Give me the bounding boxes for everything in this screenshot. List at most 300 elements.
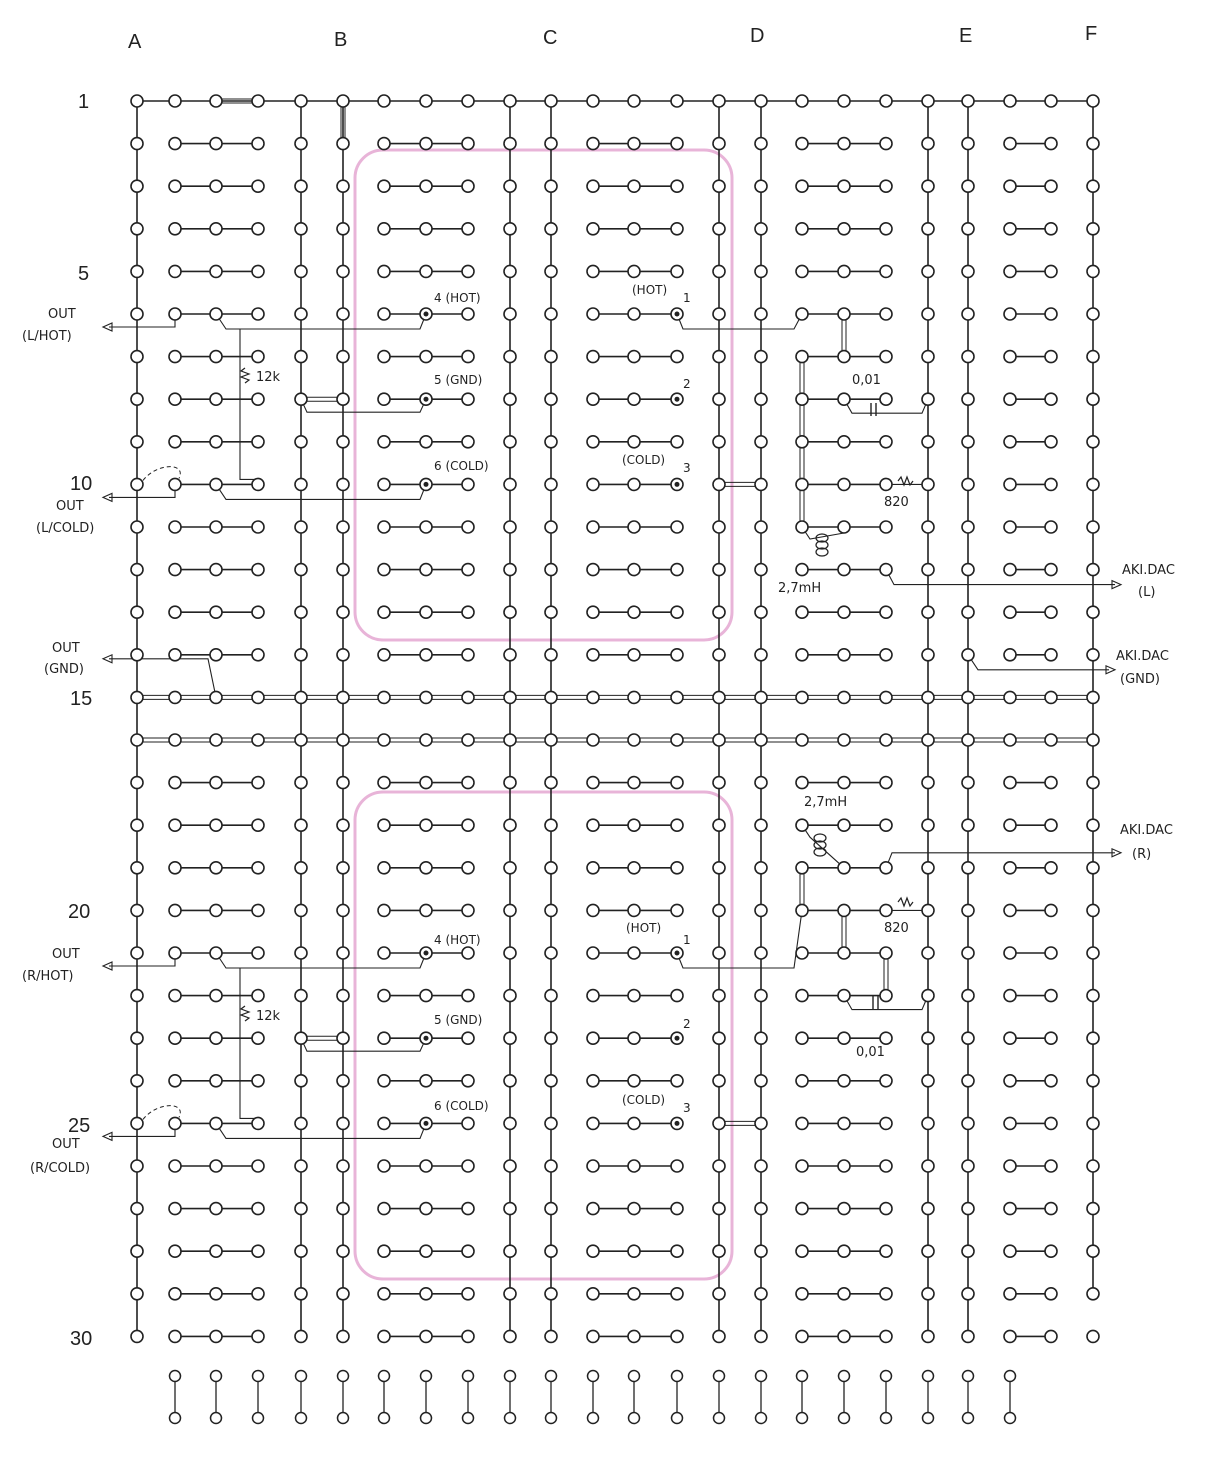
solder-hole	[295, 180, 307, 192]
ic-pin-dot	[675, 1036, 680, 1041]
solder-hole	[922, 1203, 934, 1215]
solder-hole	[210, 223, 222, 235]
solder-hole	[880, 649, 892, 661]
capacitor-symbol-top	[871, 403, 876, 416]
pin-3-label-top: 3	[683, 461, 691, 475]
solder-hole	[378, 947, 390, 959]
solder-hole	[962, 862, 974, 874]
solder-hole	[880, 1032, 892, 1044]
solder-hole	[962, 521, 974, 533]
solder-hole	[880, 606, 892, 618]
solder-hole	[755, 862, 767, 874]
solder-hole	[628, 947, 640, 959]
solder-hole	[713, 351, 725, 363]
resistor-12k-label-top: 12k	[256, 370, 281, 385]
solder-hole	[169, 223, 181, 235]
solder-hole	[252, 947, 264, 959]
header-pin	[756, 1413, 767, 1424]
solder-hole	[1004, 308, 1016, 320]
solder-hole	[587, 95, 599, 107]
solder-hole	[504, 223, 516, 235]
solder-hole	[545, 138, 557, 150]
solder-hole	[1045, 265, 1057, 277]
solder-hole	[755, 1160, 767, 1172]
solder-hole	[1045, 351, 1057, 363]
solder-hole	[252, 1330, 264, 1342]
solder-hole	[755, 649, 767, 661]
solder-hole	[462, 606, 474, 618]
solder-hole	[1045, 95, 1057, 107]
solder-hole	[713, 1245, 725, 1257]
solder-hole	[295, 1330, 307, 1342]
solder-hole	[922, 904, 934, 916]
solder-hole	[337, 95, 349, 107]
solder-hole	[169, 990, 181, 1002]
solder-hole	[169, 777, 181, 789]
solder-hole	[880, 308, 892, 320]
solder-hole	[962, 1160, 974, 1172]
solder-hole	[838, 521, 850, 533]
solder-hole	[545, 265, 557, 277]
solder-hole	[922, 393, 934, 405]
solder-hole	[504, 180, 516, 192]
resistor-12k-symbol-top	[241, 368, 249, 383]
solder-hole	[210, 265, 222, 277]
header-pin	[588, 1413, 599, 1424]
solder-hole	[755, 1203, 767, 1215]
solder-hole	[378, 1032, 390, 1044]
solder-hole	[962, 138, 974, 150]
solder-hole	[838, 734, 850, 746]
solder-hole	[252, 606, 264, 618]
solder-hole	[462, 1075, 474, 1087]
solder-hole	[462, 1245, 474, 1257]
solder-hole	[295, 436, 307, 448]
solder-hole	[210, 990, 222, 1002]
solder-hole	[922, 95, 934, 107]
solder-hole	[838, 862, 850, 874]
solder-hole	[922, 308, 934, 320]
solder-hole	[210, 1117, 222, 1129]
solder-hole	[587, 1117, 599, 1129]
solder-hole	[838, 1075, 850, 1087]
solder-hole	[378, 138, 390, 150]
solder-hole	[1045, 1330, 1057, 1342]
solder-hole	[252, 265, 264, 277]
solder-hole	[628, 734, 640, 746]
solder-hole	[713, 223, 725, 235]
solder-hole	[1045, 1117, 1057, 1129]
solder-hole	[1087, 990, 1099, 1002]
solder-hole	[295, 990, 307, 1002]
solder-hole	[628, 1330, 640, 1342]
solder-hole	[880, 904, 892, 916]
solder-hole	[210, 819, 222, 831]
solder-holes	[131, 95, 1099, 1342]
solder-hole	[755, 1288, 767, 1300]
solder-hole	[504, 1203, 516, 1215]
solder-hole	[378, 521, 390, 533]
resistor-820-symbol-top	[898, 477, 913, 485]
solder-hole	[1045, 819, 1057, 831]
solder-hole	[210, 138, 222, 150]
solder-hole	[796, 521, 808, 533]
solder-hole	[295, 904, 307, 916]
solder-hole	[671, 180, 683, 192]
pin4-wire-top	[216, 314, 426, 329]
solder-hole	[295, 564, 307, 576]
solder-hole	[628, 223, 640, 235]
solder-hole	[671, 1075, 683, 1087]
solder-hole	[838, 223, 850, 235]
solder-hole	[131, 478, 143, 490]
solder-hole	[1087, 606, 1099, 618]
solder-hole	[1087, 1330, 1099, 1342]
solder-hole	[922, 862, 934, 874]
solder-hole	[504, 1330, 516, 1342]
header-pin	[714, 1371, 725, 1382]
solder-hole	[1004, 436, 1016, 448]
solder-hole	[587, 1032, 599, 1044]
solder-hole	[1045, 862, 1057, 874]
solder-hole	[796, 904, 808, 916]
solder-hole	[755, 95, 767, 107]
solder-hole	[131, 1075, 143, 1087]
solder-hole	[755, 947, 767, 959]
solder-hole	[462, 351, 474, 363]
solder-hole	[420, 223, 432, 235]
solder-hole	[880, 947, 892, 959]
header-pin	[797, 1371, 808, 1382]
solder-hole	[713, 478, 725, 490]
solder-hole	[838, 649, 850, 661]
header-pin	[421, 1371, 432, 1382]
pin-5-gnd-label-bottom: 5 (GND)	[434, 1013, 483, 1027]
solder-hole	[462, 308, 474, 320]
solder-hole	[1004, 138, 1016, 150]
out-gnd-label: OUT	[52, 641, 80, 656]
solder-hole	[169, 691, 181, 703]
solder-hole	[545, 521, 557, 533]
solder-hole	[1004, 1160, 1016, 1172]
solder-hole	[755, 138, 767, 150]
solder-hole	[962, 478, 974, 490]
solder-hole	[1087, 1075, 1099, 1087]
solder-hole	[295, 691, 307, 703]
out-l-cold-label: OUT	[56, 499, 84, 514]
solder-hole	[838, 564, 850, 576]
dac-gnd-label: AKI.DAC	[1116, 649, 1169, 664]
solder-hole	[210, 1288, 222, 1300]
solder-hole	[962, 649, 974, 661]
solder-hole	[462, 1117, 474, 1129]
solder-hole	[504, 1075, 516, 1087]
solder-hole	[587, 649, 599, 661]
solder-hole	[169, 819, 181, 831]
out-r-hot-sublabel: (R/HOT)	[22, 969, 74, 984]
solder-hole	[922, 777, 934, 789]
solder-hole	[796, 1032, 808, 1044]
pin-3-cold-tag-top: (COLD)	[622, 453, 666, 467]
solder-hole	[210, 947, 222, 959]
solder-hole	[462, 947, 474, 959]
solder-hole	[252, 436, 264, 448]
solder-hole	[1045, 564, 1057, 576]
solder-hole	[131, 1203, 143, 1215]
solder-hole	[838, 1117, 850, 1129]
solder-hole	[378, 1160, 390, 1172]
solder-hole	[1004, 606, 1016, 618]
solder-hole	[504, 308, 516, 320]
solder-hole	[796, 180, 808, 192]
solder-hole	[378, 606, 390, 618]
solder-hole	[796, 777, 808, 789]
solder-hole	[922, 947, 934, 959]
solder-hole	[671, 1288, 683, 1300]
solder-hole	[796, 1203, 808, 1215]
solder-hole	[378, 862, 390, 874]
solder-hole	[880, 95, 892, 107]
solder-hole	[504, 138, 516, 150]
header-pin	[546, 1371, 557, 1382]
solder-hole	[295, 95, 307, 107]
solder-hole	[462, 1032, 474, 1044]
solder-hole	[838, 904, 850, 916]
solder-hole	[1004, 521, 1016, 533]
solder-hole	[796, 1117, 808, 1129]
solder-hole	[962, 1245, 974, 1257]
solder-hole	[1087, 691, 1099, 703]
solder-hole	[462, 436, 474, 448]
ic-pin-dot	[675, 312, 680, 317]
solder-hole	[378, 734, 390, 746]
solder-hole	[378, 265, 390, 277]
solder-hole	[252, 180, 264, 192]
solder-hole	[131, 436, 143, 448]
solder-hole	[1087, 1117, 1099, 1129]
solder-hole	[252, 862, 264, 874]
solder-hole	[713, 308, 725, 320]
solder-hole	[755, 436, 767, 448]
solder-hole	[755, 1032, 767, 1044]
solder-hole	[587, 691, 599, 703]
solder-hole	[420, 1203, 432, 1215]
solder-hole	[462, 649, 474, 661]
solder-hole	[962, 436, 974, 448]
solder-hole	[880, 1075, 892, 1087]
solder-hole	[1045, 947, 1057, 959]
solder-hole	[1004, 1245, 1016, 1257]
solder-hole	[880, 564, 892, 576]
solder-hole	[210, 436, 222, 448]
solder-hole	[1087, 1288, 1099, 1300]
header-pin	[253, 1371, 264, 1382]
solder-hole	[462, 180, 474, 192]
solder-hole	[1045, 223, 1057, 235]
solder-hole	[838, 606, 850, 618]
solder-hole	[169, 1288, 181, 1300]
solder-hole	[1004, 819, 1016, 831]
solder-hole	[131, 138, 143, 150]
solder-hole	[169, 95, 181, 107]
solder-hole	[628, 1245, 640, 1257]
solder-hole	[420, 265, 432, 277]
solder-hole	[378, 478, 390, 490]
solder-hole	[337, 1160, 349, 1172]
resistor-820-label-top: 820	[884, 495, 909, 510]
solder-hole	[169, 1203, 181, 1215]
solder-hole	[378, 777, 390, 789]
solder-hole	[962, 265, 974, 277]
solder-hole	[210, 1203, 222, 1215]
solder-hole	[504, 691, 516, 703]
solder-hole	[713, 691, 725, 703]
solder-hole	[169, 564, 181, 576]
solder-hole	[378, 351, 390, 363]
solder-hole	[587, 436, 599, 448]
solder-hole	[462, 734, 474, 746]
dac-l-wire	[886, 570, 1115, 585]
solder-hole	[252, 223, 264, 235]
solder-hole	[131, 862, 143, 874]
solder-hole	[628, 564, 640, 576]
solder-hole	[504, 947, 516, 959]
solder-hole	[713, 138, 725, 150]
solder-hole	[504, 521, 516, 533]
solder-hole	[545, 1075, 557, 1087]
solder-hole	[1087, 947, 1099, 959]
solder-hole	[838, 990, 850, 1002]
solder-hole	[1045, 606, 1057, 618]
solder-hole	[1087, 393, 1099, 405]
solder-hole	[880, 138, 892, 150]
solder-hole	[462, 1330, 474, 1342]
solder-hole	[545, 1330, 557, 1342]
solder-hole	[545, 947, 557, 959]
solder-hole	[210, 777, 222, 789]
solder-hole	[1045, 1288, 1057, 1300]
solder-hole	[713, 1032, 725, 1044]
solder-hole	[462, 478, 474, 490]
solder-hole	[169, 1245, 181, 1257]
solder-hole	[504, 564, 516, 576]
solder-hole	[671, 1330, 683, 1342]
solder-hole	[504, 904, 516, 916]
solder-hole	[838, 1160, 850, 1172]
header-pin	[1005, 1413, 1016, 1424]
solder-hole	[295, 947, 307, 959]
out-l-hot-sublabel: (L/HOT)	[22, 329, 72, 344]
solder-hole	[755, 564, 767, 576]
pin-2-label-top: 2	[683, 377, 691, 391]
solder-hole	[796, 1245, 808, 1257]
solder-hole	[545, 734, 557, 746]
header-pin	[505, 1413, 516, 1424]
solder-hole	[628, 649, 640, 661]
pin-4-hot-label-bottom: 4 (HOT)	[434, 933, 481, 947]
solder-hole	[713, 990, 725, 1002]
solder-hole	[420, 436, 432, 448]
solder-hole	[131, 947, 143, 959]
solder-hole	[1087, 138, 1099, 150]
solder-hole	[796, 393, 808, 405]
solder-hole	[337, 1075, 349, 1087]
solder-hole	[337, 904, 349, 916]
solder-hole	[880, 393, 892, 405]
solder-hole	[545, 351, 557, 363]
solder-hole	[462, 265, 474, 277]
solder-hole	[962, 1117, 974, 1129]
solder-hole	[169, 436, 181, 448]
solder-hole	[838, 478, 850, 490]
solder-hole	[922, 691, 934, 703]
solder-hole	[252, 990, 264, 1002]
solder-hole	[1004, 1032, 1016, 1044]
solder-hole	[628, 1288, 640, 1300]
solder-hole	[378, 904, 390, 916]
solder-hole	[337, 1203, 349, 1215]
solder-hole	[1045, 308, 1057, 320]
solder-hole	[587, 265, 599, 277]
capacitor-label-bottom: 0,01	[856, 1045, 885, 1060]
out-r-cold-sublabel: (R/COLD)	[30, 1161, 91, 1176]
solder-hole	[420, 138, 432, 150]
column-label-f: F	[1085, 23, 1098, 45]
solder-hole	[587, 734, 599, 746]
solder-hole	[295, 1160, 307, 1172]
solder-hole	[628, 95, 640, 107]
solder-hole	[587, 564, 599, 576]
solder-hole	[337, 351, 349, 363]
solder-hole	[796, 1288, 808, 1300]
solder-hole	[796, 649, 808, 661]
solder-hole	[337, 223, 349, 235]
solder-hole	[1004, 649, 1016, 661]
solder-hole	[587, 351, 599, 363]
solder-hole	[796, 436, 808, 448]
solder-hole	[295, 1117, 307, 1129]
solder-hole	[210, 1330, 222, 1342]
solder-hole	[169, 904, 181, 916]
solder-hole	[796, 819, 808, 831]
pin-6-cold-label-bottom: 6 (COLD)	[434, 1099, 489, 1113]
solder-hole	[838, 436, 850, 448]
solder-hole	[1087, 521, 1099, 533]
ic-pin-dot	[424, 951, 429, 956]
solder-hole	[210, 393, 222, 405]
solder-hole	[169, 351, 181, 363]
solder-hole	[337, 990, 349, 1002]
solder-hole	[131, 649, 143, 661]
solder-hole	[1004, 564, 1016, 576]
solder-hole	[210, 1032, 222, 1044]
solder-hole	[922, 649, 934, 661]
solder-hole	[922, 1032, 934, 1044]
solder-hole	[796, 138, 808, 150]
solder-hole	[671, 990, 683, 1002]
solder-hole	[337, 819, 349, 831]
solder-hole	[504, 1117, 516, 1129]
solder-hole	[504, 1245, 516, 1257]
row-label-25: 25	[68, 1115, 91, 1137]
pin-2-label-bottom: 2	[683, 1017, 691, 1031]
solder-hole	[131, 1160, 143, 1172]
solder-hole	[504, 1160, 516, 1172]
solder-hole	[922, 564, 934, 576]
solder-hole	[545, 1245, 557, 1257]
solder-hole	[210, 1075, 222, 1087]
column-label-b: B	[334, 29, 348, 51]
